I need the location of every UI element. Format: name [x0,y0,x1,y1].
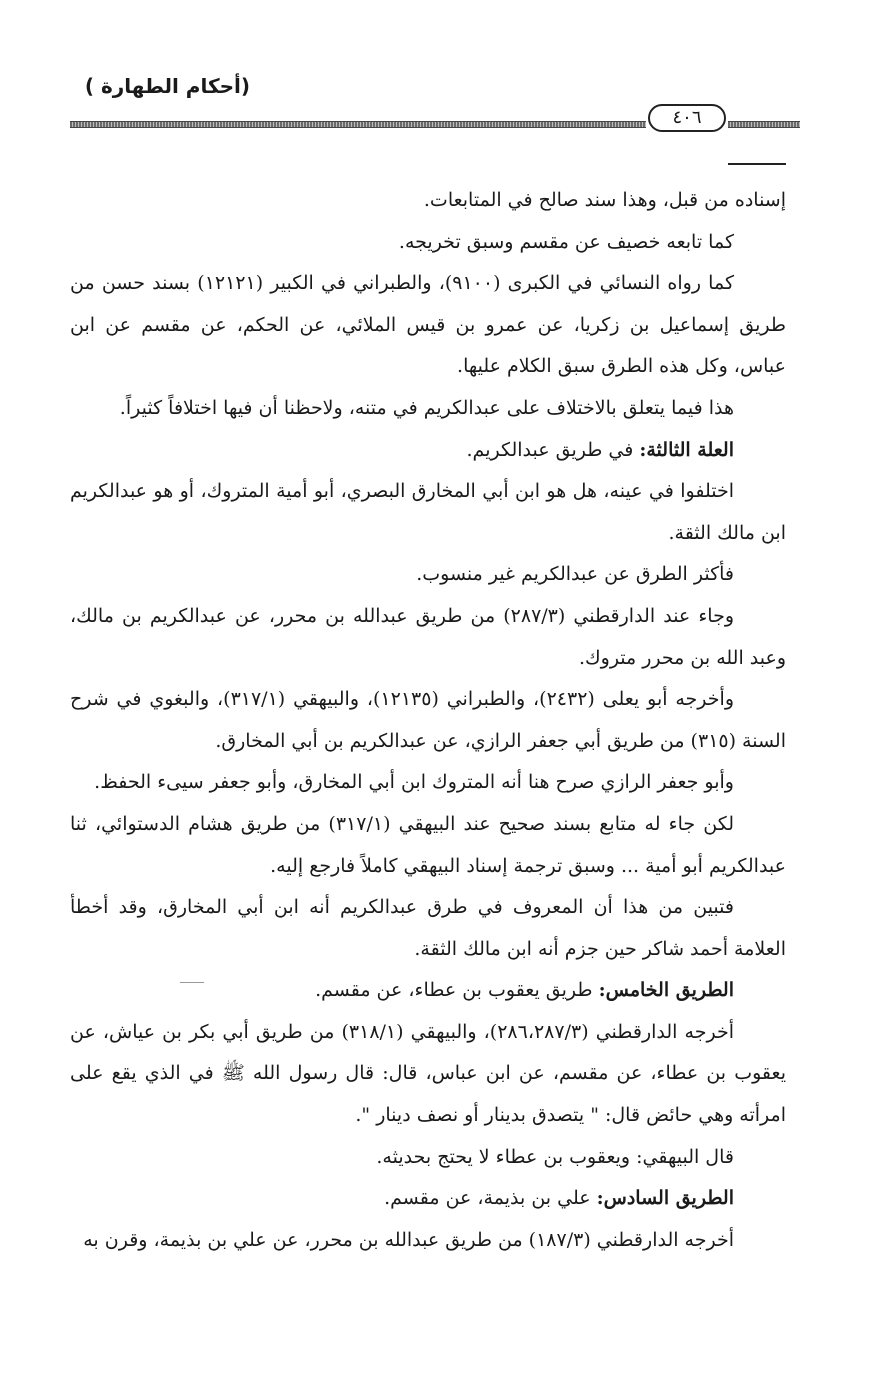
paragraph-text: وجاء عند الدارقطني (٢٨٧/٣) من طريق عبدالله بن محرر، عن عبدالكريم بن مالك، وعبد الله بن محرر متروك. [70,604,786,669]
section-heading: الطريق السادس: [596,1187,734,1210]
paragraph-text: أخرجه الدارقطني (٢٨٦،٢٨٧/٣)، والبيهقي (٣١٨/١) من طريق أبي بكر بن عياش، عن يعقوب بن عطاء، عن مقسم، عن ابن عباس، قال: قال رسول الله ﷺ في الذي يقع على امرأته وهي حائض قال: " يتصدق بدينار أو نصف دينار ". [70,1020,786,1127]
paragraph-text: لكن جاء له متابع بسند صحيح عند البيهقي (٣١٧/١) من طريق هشام الدستوائي، ثنا عبدالكريم أبو أمية ... وسبق ترجمة إسناد البيهقي كاملاً فارجع إليه. [70,812,786,877]
section-heading: العلة الثالثة: [639,438,734,461]
paragraph [70,1012,786,1137]
paragraph [70,1220,786,1262]
main-text [70,180,786,1261]
header-rule-right [728,121,800,128]
paragraph [70,388,786,430]
paragraph-text: طريق يعقوب بن عطاء، عن مقسم. [315,979,599,1002]
paragraph [70,180,786,222]
paragraph-text: فأكثر الطرق عن عبدالكريم غير منسوب. [416,563,734,586]
paragraph-text: كما رواه النسائي في الكبرى (٩١٠٠)، والطبراني في الكبير (١٢١٢١) بسند حسن من طريق إسماعيل بن زكريا، عن عمرو بن قيس الملائي، عن الحكم، عن مقسم عن ابن عباس، وكل هذه الطرق سبق الكلام عليها. [70,272,786,378]
paragraph-text: وأبو جعفر الرازي صرح هنا أنه المتروك ابن أبي المخارق، وأبو جعفر سيىء الحفظ. [94,771,734,794]
paragraph [70,970,786,1012]
paragraph [70,222,786,264]
paragraph [70,679,786,762]
paragraph-text: علي بن بذيمة، عن مقسم. [384,1187,597,1210]
paragraph-text: إسناده من قبل، وهذا سند صالح في المتابعات. [423,189,786,211]
paragraph [70,430,786,472]
paragraph-text: كما تابعه خصيف عن مقسم وسبق تخريجه. [398,230,734,253]
paragraph [70,263,786,388]
paragraph [70,1137,786,1179]
paragraph [70,596,786,679]
paragraph-text: اختلفوا في عينه، هل هو ابن أبي المخارق البصري، أبو أمية المتروك، أو هو عبدالكريم ابن مالك الثقة. [70,480,786,544]
paragraph [70,804,786,887]
paragraph [70,762,786,804]
paragraph-text: وأخرجه أبو يعلى (٢٤٣٢)، والطبراني (١٢١٣٥)، والبيهقي (٣١٧/١)، والبغوي في شرح السنة (٣١٥) من طريق أبي جعفر الرازي، عن عبدالكريم بن أبي المخارق. [70,688,786,752]
paragraph [70,1178,786,1220]
continuation-rule [728,163,786,165]
paragraph [70,471,786,554]
paragraph-text: هذا فيما يتعلق بالاختلاف على عبدالكريم في متنه، ولاحظنا أن فيها اختلافاً كثيراً. [119,396,734,419]
header-rule-left [70,121,646,128]
paragraph [70,887,786,970]
paragraph-text: في طريق عبدالكريم. [466,438,640,461]
paragraph-text: قال البيهقي: ويعقوب بن عطاء لا يحتج بحديثه. [376,1145,734,1168]
paragraph-text: فتبين من هذا أن المعروف في طرق عبدالكريم أنه ابن أبي المخارق، وقد أخطأ العلامة أحمد شاكر حين جزم أنه ابن مالك الثقة. [70,896,786,960]
running-header-title: (أحكام الطهارة ) [84,74,250,98]
paragraph-text: أخرجه الدارقطني (١٨٧/٣) من طريق عبدالله بن محرر، عن علي بن بذيمة، وقرن به [83,1228,734,1251]
page-number-badge: ٤٠٦ [648,104,726,132]
section-heading: الطريق الخامس: [598,979,734,1002]
stray-mark [180,982,204,983]
paragraph [70,554,786,596]
